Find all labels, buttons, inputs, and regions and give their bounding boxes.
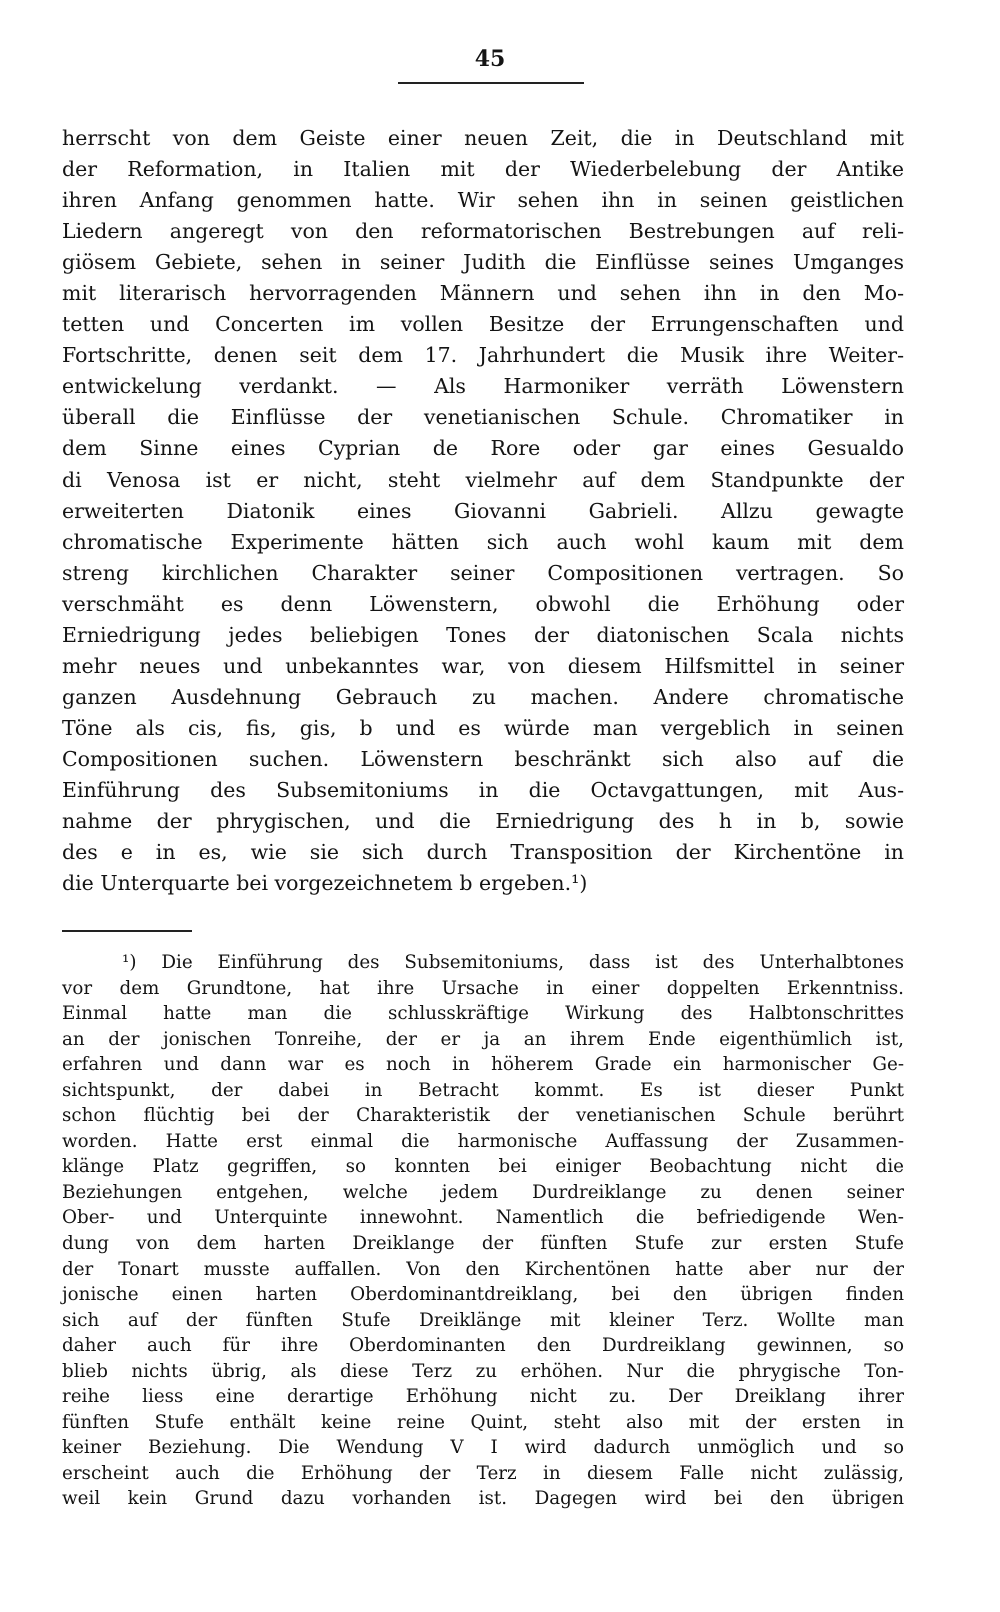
text-line: nahme der phrygischen, und die Erniedrigung des h in b, sowie <box>62 809 904 834</box>
text-line: streng kirchlichen Charakter seiner Compositionen vertragen. So <box>62 560 904 585</box>
text-line: Fortschritte, denen seit dem 17. Jahrhundert die Musik ihre Weiter- <box>62 343 904 368</box>
text-line: erweiterten Diatonik eines Giovanni Gabrieli. Allzu gewagte <box>62 498 904 523</box>
text-line: Liedern angeregt von den reformatorischen Bestrebungen auf reli- <box>62 219 904 244</box>
text-line: mehr neues und unbekanntes war, von diesem Hilfsmittel in seiner <box>62 653 904 678</box>
footnote-line: jonische einen harten Oberdominantdreiklang, bei den übrigen finden <box>62 1284 904 1306</box>
text-line: entwickelung verdankt. — Als Harmoniker verräth Löwenstern <box>62 374 904 399</box>
text-line: tetten und Concerten im vollen Besitze der Errungenschaften und <box>62 312 904 337</box>
text-line: Erniedrigung jedes beliebigen Tones der diatonischen Scala nichts <box>62 622 904 647</box>
text-line: der Reformation, in Italien mit der Wiederbelebung der Antike <box>62 157 904 182</box>
footnote-line: fünften Stufe enthält keine reine Quint, steht also mit der ersten in <box>62 1411 904 1433</box>
footnote-line: weil kein Grund dazu vorhanden ist. Dagegen wird bei den übrigen <box>62 1488 904 1510</box>
footnote-line: keiner Beziehung. Die Wendung V I wird dadurch unmöglich und so <box>62 1437 904 1459</box>
header-rule <box>398 82 584 84</box>
text-line: mit literarisch hervorragenden Männern und sehen ihn in den Mo- <box>62 281 904 306</box>
text-line: verschmäht es denn Löwenstern, obwohl die Erhöhung oder <box>62 591 904 616</box>
text-line: di Venosa ist er nicht, steht vielmehr auf dem Standpunkte der <box>62 467 904 492</box>
footnote-line: an der jonischen Tonreihe, der er ja an ihrem Ende eigenthümlich ist, <box>62 1028 904 1050</box>
footnote-line: sich auf der fünften Stufe Dreiklänge mit kleiner Terz. Wollte man <box>62 1309 904 1331</box>
footnote-line: ¹) Die Einführung des Subsemitoniums, dass ist des Unterhalbtones <box>122 952 904 973</box>
text-line: Töne als cis, fis, gis, b und es würde man vergeblich in seinen <box>62 715 904 740</box>
footnote-line: vor dem Grundtone, hat ihre Ursache in einer doppelten Erkenntniss. <box>62 977 904 999</box>
text-line: überall die Einflüsse der venetianischen Schule. Chromatiker in <box>62 405 904 430</box>
footnote-line: sichtspunkt, der dabei in Betracht kommt. Es ist dieser Punkt <box>62 1079 904 1101</box>
footnote-line: worden. Hatte erst einmal die harmonische Auffassung der Zusammen- <box>62 1130 904 1152</box>
footnote-line: erscheint auch die Erhöhung der Terz in diesem Falle nicht zulässig, <box>62 1462 904 1484</box>
footnote-line: Einmal hatte man die schlusskräftige Wirkung des Halbtonschrittes <box>62 1003 904 1025</box>
footnote-line: erfahren und dann war es noch in höherem Grade ein harmonischer Ge- <box>62 1054 904 1076</box>
text-line: des e in es, wie sie sich durch Transposition der Kirchentöne in <box>62 840 904 865</box>
text-line: ihren Anfang genommen hatte. Wir sehen ihn in seinen geistlichen <box>62 188 904 213</box>
text-line: chromatische Experimente hätten sich auch wohl kaum mit dem <box>62 529 904 554</box>
footnote-line: Ober- und Unterquinte innewohnt. Namentlich die befriedigende Wen- <box>62 1207 904 1229</box>
footnote-line: klänge Platz gegriffen, so konnten bei einiger Beobachtung nicht die <box>62 1156 904 1178</box>
footnote-rule <box>62 930 192 932</box>
footnote-line: daher auch für ihre Oberdominanten den Durdreiklang gewinnen, so <box>62 1335 904 1357</box>
text-line: ganzen Ausdehnung Gebrauch zu machen. Andere chromatische <box>62 684 904 709</box>
text-line: Einführung des Subsemitoniums in die Octavgattungen, mit Aus- <box>62 777 904 802</box>
footnote <box>62 950 904 1512</box>
footnote-line: Beziehungen entgehen, welche jedem Durdreiklange zu denen seiner <box>62 1181 904 1203</box>
footnote-line: blieb nichts übrig, als diese Terz zu erhöhen. Nur die phrygische Ton- <box>62 1360 904 1382</box>
text-line: herrscht von dem Geiste einer neuen Zeit, die in Deutschland mit <box>62 126 904 150</box>
footnote-line: der Tonart musste auffallen. Von den Kirchentönen hatte aber nur der <box>62 1258 904 1280</box>
text-line: Compositionen suchen. Löwenstern beschränkt sich also auf die <box>62 746 904 771</box>
main-text <box>62 123 904 899</box>
page-number: 45 <box>474 46 506 72</box>
text-line: giösem Gebiete, sehen in seiner Judith die Einflüsse seines Umganges <box>62 250 904 275</box>
text-line: die Unterquarte bei vorgezeichnetem b ergeben.¹) <box>62 871 588 896</box>
footnote-line: schon flüchtig bei der Charakteristik der venetianischen Schule berührt <box>62 1105 904 1127</box>
footnote-line: dung von dem harten Dreiklange der fünften Stufe zur ersten Stufe <box>62 1233 904 1255</box>
text-line: dem Sinne eines Cyprian de Rore oder gar eines Gesualdo <box>62 436 904 461</box>
footnote-line: reihe liess eine derartige Erhöhung nicht zu. Der Dreiklang ihrer <box>62 1386 904 1408</box>
